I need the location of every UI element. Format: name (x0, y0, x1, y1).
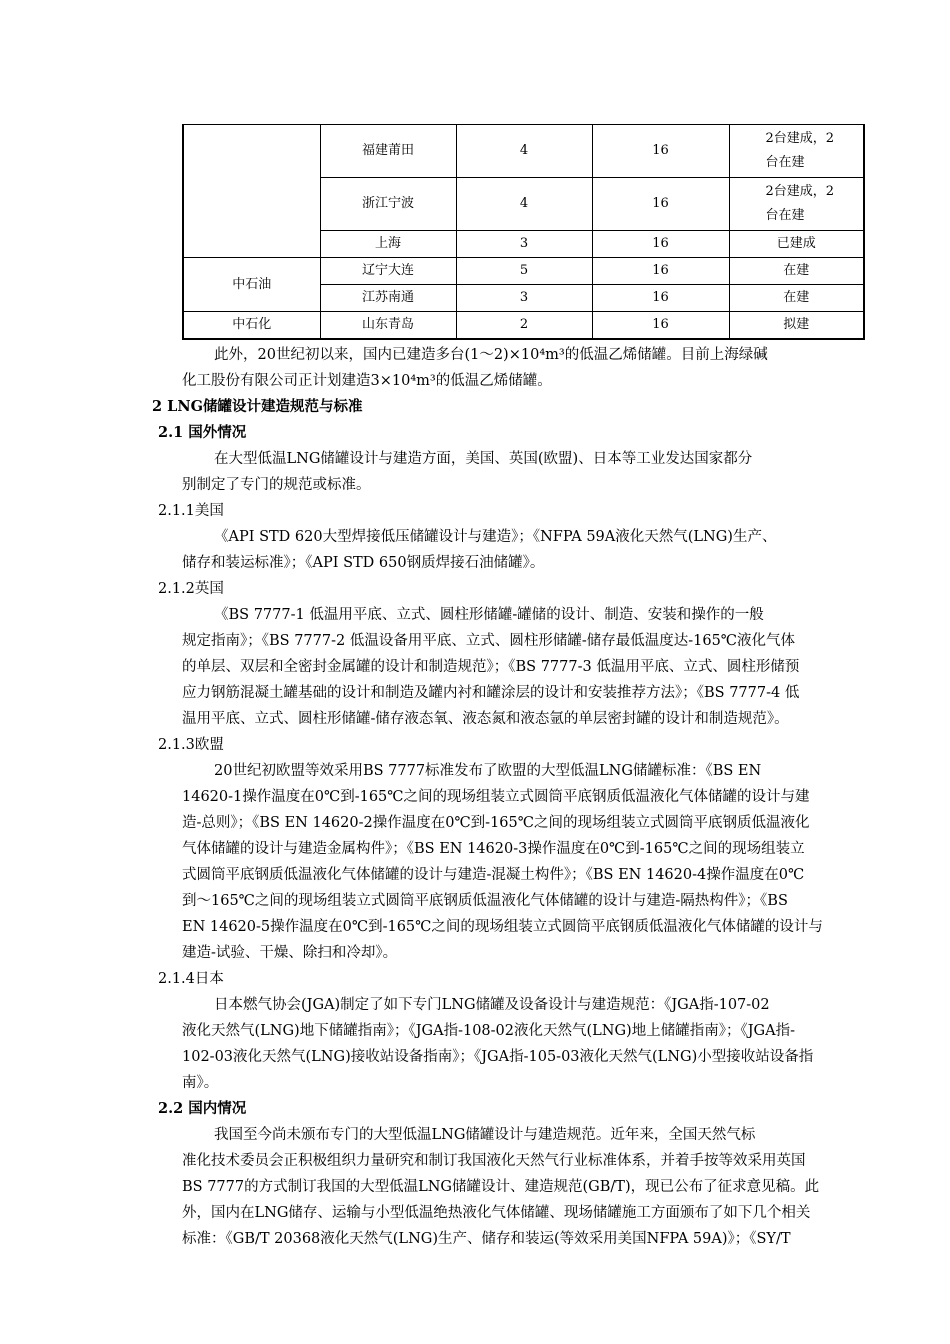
body-text (152, 342, 852, 1252)
section-heading: 2 LNG储罐设计建造规范与标准 (152, 398, 363, 415)
location-cell: 山东青岛 (320, 312, 456, 340)
capacity-cell: 16 (592, 285, 729, 312)
capacity-cell: 16 (592, 258, 729, 285)
paragraph-line: 《BS 7777-1 低温用平底、立式、圆柱形储罐-罐储的设计、制造、安装和操作的一般 (214, 607, 764, 623)
company-cell: 中石化 (183, 312, 320, 340)
count-cell: 3 (456, 231, 592, 258)
paragraph-line: 应力钢筋混凝土罐基础的设计和制造及罐内衬和罐涂层的设计和安装推荐方法》；《BS 7777-4 低 (182, 685, 800, 701)
status-cell (729, 178, 864, 231)
company-cell (183, 125, 320, 258)
subsubsection-heading: 2.1.2英国 (158, 581, 224, 597)
paragraph-line: 20世纪初欧盟等效采用BS 7777标准发布了欧盟的大型低温LNG储罐标准：《BS EN (214, 763, 762, 779)
lng-tank-table (182, 124, 865, 340)
table-row (183, 125, 864, 178)
paragraph-line: 外，国内在LNG储存、运输与小型低温绝热液化气体储罐、现场储罐施工方面颁布了如下几个相关 (182, 1205, 811, 1221)
location-cell: 福建莆田 (320, 125, 456, 178)
status-cell: 在建 (729, 285, 864, 312)
paragraph-line: 我国至今尚未颁布专门的大型低温LNG储罐设计与建造规范。近年来，全国天然气标 (214, 1127, 756, 1143)
paragraph-line: 102-03液化天然气(LNG)接收站设备指南》；《JGA指-105-03液化天然气(LNG)小型接收站设备指 (182, 1049, 814, 1065)
count-cell: 2 (456, 312, 592, 340)
paragraph-line: 造-总则》；《BS EN 14620-2操作温度在0℃到-165℃之间的现场组装立式圆筒平底钢质低温液化 (182, 815, 810, 831)
status-cell: 已建成 (729, 231, 864, 258)
table-row (183, 258, 864, 285)
status-line-1: 2台建成，2 (765, 184, 835, 199)
company-cell: 中石油 (183, 258, 320, 312)
capacity-cell: 16 (592, 125, 729, 178)
status-cell (729, 125, 864, 178)
capacity-cell: 16 (592, 312, 729, 340)
subsubsection-heading: 2.1.1美国 (158, 503, 224, 519)
paragraph-line: 在大型低温LNG储罐设计与建造方面，美国、英国(欧盟)、日本等工业发达国家都分 (214, 451, 753, 467)
capacity-cell: 16 (592, 178, 729, 231)
subsubsection-heading: 2.1.4日本 (158, 971, 224, 987)
paragraph-line: 液化天然气(LNG)地下储罐指南》；《JGA指-108-02液化天然气(LNG)地上储罐指南》；《JGA指- (182, 1023, 795, 1039)
paragraph-line: 温用平底、立式、圆柱形储罐-储存液态氧、液态氮和液态氩的单层密封罐的设计和制造规范》。 (182, 711, 789, 727)
location-cell: 辽宁大连 (320, 258, 456, 285)
table-row (183, 312, 864, 340)
paragraph-line: 别制定了专门的规范或标准。 (182, 477, 371, 493)
paragraph-line: 到～165℃之间的现场组装立式圆筒平底钢质低温液化气体储罐的设计与建造-隔热构件》；《BS (182, 893, 788, 909)
paragraph-line: EN 14620-5操作温度在0℃到-165℃之间的现场组装立式圆筒平底钢质低温液化气体储罐的设计与 (182, 919, 823, 935)
paragraph-line: 的单层、双层和全密封金属罐的设计和制造规范》；《BS 7777-3 低温用平底、立式、圆柱形储预 (182, 659, 800, 675)
paragraph-line: 建造-试验、干燥、除扫和冷却》。 (182, 945, 398, 961)
paragraph-line: 化工股份有限公司正计划建造3×10⁴m³的低温乙烯储罐。 (182, 373, 552, 389)
count-cell: 4 (456, 125, 592, 178)
paragraph-line: 准化技术委员会正积极组织力量研究和制订我国液化天然气行业标准体系，并着手按等效采用英国 (182, 1153, 806, 1169)
subsubsection-heading: 2.1.3欧盟 (158, 737, 224, 753)
location-cell: 上海 (320, 231, 456, 258)
count-cell: 3 (456, 285, 592, 312)
status-cell: 在建 (729, 258, 864, 285)
count-cell: 4 (456, 178, 592, 231)
count-cell: 5 (456, 258, 592, 285)
location-cell: 江苏南通 (320, 285, 456, 312)
paragraph-line: 《API STD 620大型焊接低压储罐设计与建造》；《NFPA 59A液化天然气(LNG)生产、 (214, 529, 777, 545)
paragraph-line: 标准：《GB/T 20368液化天然气(LNG)生产、储存和装运(等效采用美国NFPA 59A)》；《SY/T (182, 1231, 791, 1247)
paragraph-line: 式圆筒平底钢质低温液化气体储罐的设计与建造-混凝土构件》；《BS EN 14620-4操作温度在0℃ (182, 867, 805, 883)
paragraph-line: BS 7777的方式制订我国的大型低温LNG储罐设计、建造规范(GB/T)，现已公布了征求意见稿。此 (182, 1179, 820, 1195)
paragraph-line: 此外，20世纪初以来，国内已建造多台(1～2)×10⁴m³的低温乙烯储罐。目前上海绿碱 (214, 347, 768, 363)
paragraph-line: 规定指南》；《BS 7777-2 低温设备用平底、立式、圆柱形储罐-储存最低温度达-165℃液化气体 (182, 633, 796, 649)
status-line-1: 2台建成，2 (765, 131, 835, 146)
status-line-2: 台在建 (765, 155, 805, 170)
paragraph-line: 南》。 (182, 1075, 219, 1091)
capacity-cell: 16 (592, 231, 729, 258)
location-cell: 浙江宁波 (320, 178, 456, 231)
paragraph-line: 日本燃气协会(JGA)制定了如下专门LNG储罐及设备设计与建造规范：《JGA指-107-02 (214, 997, 770, 1013)
subsection-heading: 2.2 国内情况 (158, 1100, 247, 1117)
status-line-2: 台在建 (765, 208, 805, 223)
paragraph-line: 14620-1操作温度在0℃到-165℃之间的现场组装立式圆筒平底钢质低温液化气体储罐的设计与建 (182, 789, 810, 805)
subsection-heading: 2.1 国外情况 (158, 424, 247, 441)
paragraph-line: 储存和装运标准》；《API STD 650钢质焊接石油储罐》。 (182, 555, 545, 571)
status-cell: 拟建 (729, 312, 864, 340)
paragraph-line: 气体储罐的设计与建造金属构件》；《BS EN 14620-3操作温度在0℃到-165℃之间的现场组装立 (182, 841, 805, 857)
